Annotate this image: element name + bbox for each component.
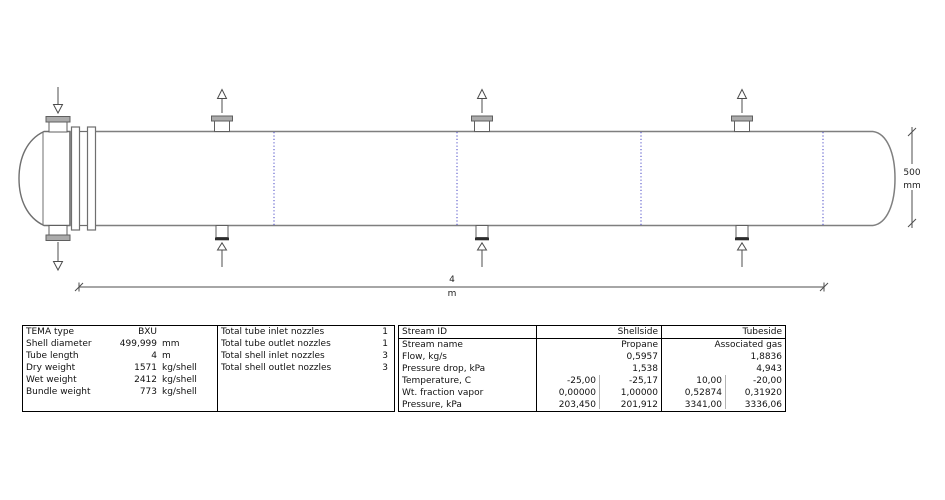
nozzle-count-table xyxy=(217,325,395,412)
summary-label: Shell diameter xyxy=(26,339,92,349)
shell-body xyxy=(96,132,896,226)
column-divider xyxy=(536,326,537,411)
nozzle-label: Total shell outlet nozzles xyxy=(221,363,332,373)
summary-unit: kg/shell xyxy=(162,387,197,397)
shellside-value: Propane xyxy=(621,340,658,350)
shellside-header: Shellside xyxy=(617,327,658,337)
stream-row-label: Temperature, C xyxy=(402,376,472,386)
summary-label: Tube length xyxy=(26,351,79,361)
stream-row-label: Pressure, kPa xyxy=(402,400,462,410)
summary-unit: mm xyxy=(162,339,180,349)
table-row xyxy=(23,338,217,350)
summary-unit: kg/shell xyxy=(162,375,197,385)
tube-inlet-nozzle xyxy=(46,117,70,133)
summary-value: 499,999 xyxy=(119,339,157,349)
shellside-value: 1,538 xyxy=(632,364,658,374)
length-dimension-unit: m xyxy=(447,289,457,299)
baffle-lines xyxy=(274,132,823,225)
tube-outlet-arrow-icon xyxy=(54,242,63,270)
stream-id-header: Stream ID xyxy=(402,327,448,337)
inlet-outlet-divider xyxy=(725,375,726,409)
table-row xyxy=(218,326,394,338)
tube-outlet-nozzle xyxy=(46,226,70,241)
shellside-inlet-value: 203,450 xyxy=(558,400,596,410)
diameter-dimension-value: 500 xyxy=(903,168,921,178)
summary-label: TEMA type xyxy=(26,327,75,337)
table-row xyxy=(23,326,217,338)
rear-end-cap xyxy=(873,132,895,226)
table-row xyxy=(23,386,217,398)
summary-value: 1571 xyxy=(134,363,157,373)
tubeside-outlet-value: -20,00 xyxy=(752,376,782,386)
table-row xyxy=(218,350,394,362)
tubeside-value: Associated gas xyxy=(714,340,782,350)
table-row xyxy=(23,362,217,374)
summary-value: 4 xyxy=(151,351,157,361)
summary-value: BXU xyxy=(138,327,157,337)
stream-row-label: Pressure drop, kPa xyxy=(402,364,486,374)
shell-outlet-nozzles xyxy=(212,116,753,132)
nozzle-label: Total tube inlet nozzles xyxy=(221,327,325,337)
tubeside-outlet-value: 3336,06 xyxy=(744,400,782,410)
nozzle-label: Total tube outlet nozzles xyxy=(221,339,331,349)
stream-row-label: Wt. fraction vapor xyxy=(402,388,484,398)
column-divider xyxy=(661,326,662,411)
tubeside-inlet-value: 10,00 xyxy=(696,376,722,386)
tube-inlet-arrow-icon xyxy=(54,87,63,113)
nozzle-count: 3 xyxy=(382,351,388,361)
shellside-outlet-value: -25,17 xyxy=(628,376,658,386)
tubeside-header: Tubeside xyxy=(742,327,782,337)
shellside-inlet-value: -25,00 xyxy=(566,376,596,386)
front-head xyxy=(19,132,70,226)
streams-table xyxy=(398,325,786,412)
summary-value: 773 xyxy=(139,387,157,397)
shell-inlet-arrow-icons xyxy=(218,243,747,267)
table-row xyxy=(399,399,785,411)
shell-outlet-arrow-icons xyxy=(218,90,747,114)
table-row xyxy=(399,351,785,363)
shell-inlet-nozzle xyxy=(215,226,229,241)
shell-outlet-nozzle xyxy=(472,116,493,132)
diameter-dimension-unit: mm xyxy=(903,181,921,191)
tubeside-value: 1,8836 xyxy=(750,352,782,362)
summary-label: Dry weight xyxy=(26,363,76,373)
shell-outlet-nozzle xyxy=(732,116,753,132)
shell-inlet-nozzle xyxy=(735,226,749,241)
table-row xyxy=(399,387,785,399)
summary-value: 2412 xyxy=(134,375,157,385)
summary-label: Bundle weight xyxy=(26,387,91,397)
table-row xyxy=(399,375,785,387)
table-row xyxy=(399,363,785,375)
length-dimension-value: 4 xyxy=(449,275,455,285)
summary-label: Wet weight xyxy=(26,375,77,385)
tubeside-inlet-value: 3341,00 xyxy=(684,400,722,410)
nozzle-count: 1 xyxy=(382,327,388,337)
nozzle-count: 3 xyxy=(382,363,388,373)
tubeside-outlet-value: 0,31920 xyxy=(744,388,782,398)
shellside-outlet-value: 1,00000 xyxy=(620,388,658,398)
shell-outlet-nozzle xyxy=(212,116,233,132)
shellside-value: 0,5957 xyxy=(626,352,658,362)
tubeside-inlet-value: 0,52874 xyxy=(684,388,722,398)
shellside-inlet-value: 0,00000 xyxy=(558,388,596,398)
stream-row-label: Flow, kg/s xyxy=(402,352,447,362)
table-row xyxy=(218,338,394,350)
streams-header-row xyxy=(399,326,785,339)
nozzle-count: 1 xyxy=(382,339,388,349)
shell-inlet-nozzle xyxy=(475,226,489,241)
summary-unit xyxy=(157,326,217,338)
summary-table xyxy=(22,325,218,412)
nozzle-label: Total shell inlet nozzles xyxy=(221,351,325,361)
tubeside-value: 4,943 xyxy=(756,364,782,374)
summary-unit: m xyxy=(162,351,171,361)
shellside-outlet-value: 201,912 xyxy=(620,400,658,410)
table-row xyxy=(399,339,785,351)
inlet-outlet-divider xyxy=(599,375,600,409)
shell-inlet-nozzles xyxy=(215,226,749,241)
girth-flanges xyxy=(72,127,96,230)
summary-unit: kg/shell xyxy=(162,363,197,373)
table-row xyxy=(23,350,217,362)
table-row xyxy=(23,374,217,386)
table-row xyxy=(218,362,394,374)
stream-row-label: Stream name xyxy=(402,340,463,350)
